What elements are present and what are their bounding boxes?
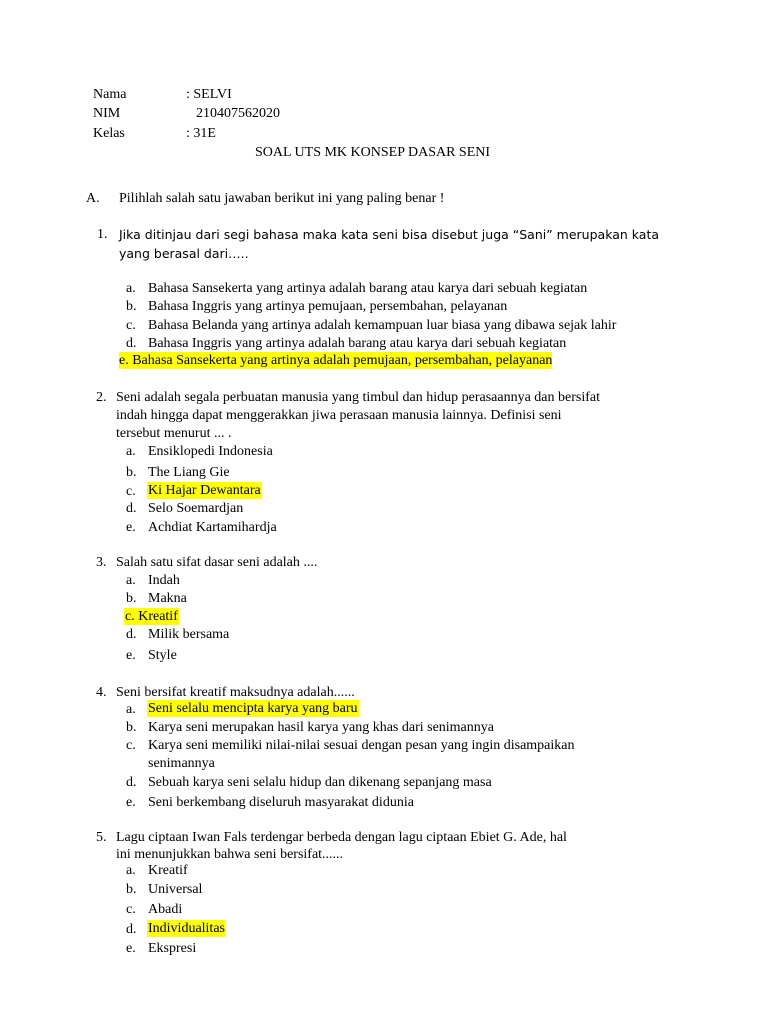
option-letter: d. [126,336,137,351]
question-text-line: tersebut menurut ... . [116,426,232,441]
question-number: 1. [97,227,108,242]
option-letter: a. [126,702,136,717]
kelas-label: Kelas [93,126,125,141]
question-text-line: indah hingga dapat menggerakkan jiwa perasaan manusia lainnya. Definisi seni [116,408,562,423]
option-letter: d. [126,627,137,642]
section-instruction: Pilihlah salah satu jawaban berikut ini yang paling benar ! [119,191,445,206]
nim-value: 210407562020 [196,106,280,121]
option-text: Universal [148,882,203,897]
option-text: Bahasa Inggris yang artinya pemujaan, persembahan, pelayanan [148,299,508,314]
option-text: Kreatif [148,863,188,878]
option-text: Ensiklopedi Indonesia [148,444,273,459]
question-text-line: Jika ditinjau dari segi bahasa maka kata seni bisa disebut juga “Sani” merupakan kata [119,227,660,242]
question-text-line: Seni adalah segala perbuatan manusia yang timbul dan hidup perasaannya dan bersifat [116,390,600,405]
option-text: Style [148,648,177,663]
option-letter: e. [126,941,136,956]
option-letter: c. [126,318,136,333]
option-letter: e. [126,795,136,810]
option-text: Indah [148,573,180,588]
highlighted-answer: e. Bahasa Sansekerta yang artinya adalah pemujaan, persembahan, pelayanan [119,353,553,368]
option-letter: a. [126,444,136,459]
question-text-line: ini menunjukkan bahwa seni bersifat...... [116,847,344,862]
nama-label: Nama [93,87,127,102]
option-letter: b. [126,720,137,735]
highlighted-answer: Ki Hajar Dewantara [148,483,261,498]
option-letter: c. [126,484,136,499]
option-text: Bahasa Belanda yang artinya adalah kemampuan luar biasa yang dibawa sejak lahir [148,318,617,333]
option-text: Makna [148,591,187,606]
option-letter: d. [126,775,137,790]
nim-label: NIM [93,106,121,121]
page-title: SOAL UTS MK KONSEP DASAR SENI [255,145,491,160]
option-text: Karya seni merupakan hasil karya yang khas dari senimannya [148,720,494,735]
option-letter: b. [126,882,137,897]
option-text: The Liang Gie [148,465,230,480]
option-text-continuation: senimannya [148,756,215,771]
question-text-line: Seni bersifat kreatif maksudnya adalah...... [116,685,355,700]
option-letter: a. [126,573,136,588]
question-text-line: yang berasal dari….. [119,246,249,261]
option-text: Selo Soemardjan [148,501,244,516]
option-text: Bahasa Sansekerta yang artinya adalah barang atau karya dari sebuah kegiatan [148,281,588,296]
question-number: 4. [96,685,107,700]
option-text: Milik bersama [148,627,230,642]
option-text: Bahasa Inggris yang artinya adalah barang atau karya dari sebuah kegiatan [148,336,567,351]
option-text: Sebuah karya seni selalu hidup dan dikenang sepanjang masa [148,775,492,790]
option-letter: e. [126,648,136,663]
option-text: Ekspresi [148,941,197,956]
question-number: 3. [96,555,107,570]
option-letter: a. [126,281,136,296]
option-letter: c. [126,738,136,753]
question-text-line: Lagu ciptaan Iwan Fals terdengar berbeda dengan lagu ciptaan Ebiet G. Ade, hal [116,830,567,845]
kelas-value: : 31E [186,126,216,141]
option-letter: b. [126,591,137,606]
question-number: 5. [96,830,107,845]
option-text: Karya seni memiliki nilai-nilai sesuai dengan pesan yang ingin disampaikan [148,738,575,753]
option-letter: b. [126,465,137,480]
option-letter: a. [126,863,136,878]
option-letter: d. [126,501,137,516]
highlighted-answer: Individualitas [148,921,225,936]
highlighted-answer: Seni selalu mencipta karya yang baru [148,701,358,716]
option-letter: d. [126,922,137,937]
option-letter: e. [126,520,136,535]
option-letter: b. [126,299,137,314]
option-letter: c. [126,902,136,917]
option-text: Seni berkembang diseluruh masyarakat didunia [148,795,414,810]
highlighted-answer: c. Kreatif [125,609,178,624]
option-text: Abadi [148,902,183,917]
nama-value: : SELVI [186,87,232,102]
option-text: Achdiat Kartamihardja [148,520,277,535]
question-text-line: Salah satu sifat dasar seni adalah .... [116,555,318,570]
question-number: 2. [96,390,107,405]
section-marker: A. [86,191,100,206]
